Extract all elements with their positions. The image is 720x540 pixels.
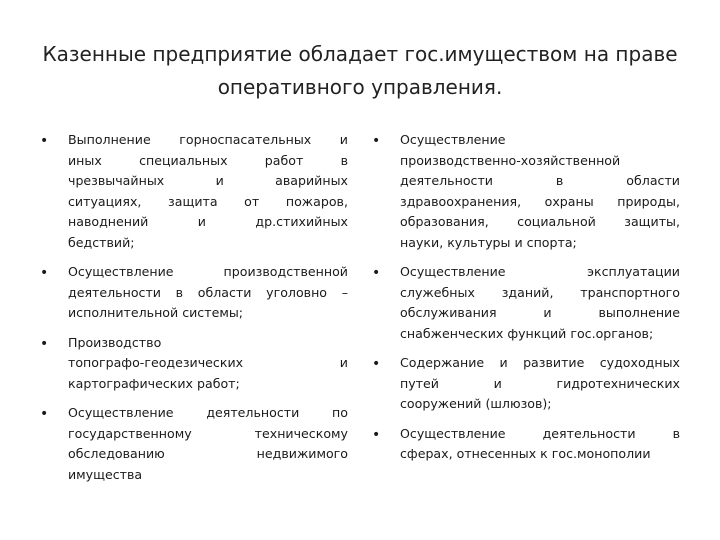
bullet-icon: • — [40, 265, 49, 281]
bullet-line: Осуществление деятельности по — [68, 405, 348, 420]
bullet-line: наводнений и др.стихийных — [68, 214, 348, 229]
bullet-line: Осуществление эксплуатации — [400, 264, 680, 279]
bullet-icon: • — [40, 335, 49, 352]
bullet-line: деятельности в области уголовно – — [68, 284, 348, 300]
right-column — [370, 130, 680, 474]
left-column — [38, 130, 348, 494]
bullet-line: сферах, отнесенных к гос.монополии — [400, 446, 651, 461]
bullet-line: Осуществление деятельности в — [400, 425, 680, 441]
bullet-line: исполнительной системы; — [68, 305, 244, 320]
bullet-item — [38, 130, 348, 253]
bullet-item — [370, 262, 680, 344]
bullet-line: Содержание и развитие судоходных — [400, 355, 680, 370]
bullet-line: здравоохранения, охраны природы, — [400, 193, 680, 209]
bullet-line: ситуациях, защита от пожаров, — [68, 193, 348, 209]
bullet-line: государственному техническому — [68, 425, 348, 441]
bullet-line: обследованию недвижимого — [68, 446, 348, 461]
bullet-item — [370, 353, 680, 415]
bullet-line: Производство — [68, 334, 162, 350]
bullet-line: картографических работ; — [68, 375, 240, 391]
bullet-line: обслуживания и выполнение — [400, 305, 680, 320]
bullet-item — [38, 403, 348, 485]
bullet-line: иных специальных работ в — [68, 152, 348, 168]
bullet-item — [370, 424, 680, 465]
bullet-line: образования, социальной защиты, — [400, 214, 680, 229]
bullet-line: снабженческих функций гос.органов; — [400, 325, 654, 341]
bullet-line: бедствий; — [68, 234, 135, 250]
bullet-icon: • — [372, 133, 381, 149]
bullet-icon: • — [40, 133, 49, 149]
title-line-1: Казенные предприятие обладает гос.имуществом на праве — [42, 42, 678, 66]
title-line-2: оперативного управления. — [217, 75, 503, 99]
bullet-line: Выполнение горноспасательных и — [68, 132, 348, 147]
bullet-icon: • — [40, 406, 49, 422]
bullet-line: производственно-хозяйственной — [400, 152, 621, 168]
bullet-line: Осуществление производственной — [68, 264, 348, 279]
slide-title — [40, 38, 680, 104]
bullet-line: служебных зданий, транспортного — [400, 284, 680, 300]
bullet-item — [38, 262, 348, 324]
bullet-item — [370, 130, 680, 253]
bullet-icon: • — [372, 426, 381, 443]
bullet-line: сооружений (шлюзов); — [400, 396, 552, 411]
bullet-line: Осуществление — [400, 132, 506, 147]
bullet-line: чрезвычайных и аварийных — [68, 173, 348, 188]
bullet-line: путей и гидротехнических — [400, 375, 680, 391]
bullet-line: имущества — [68, 466, 143, 482]
bullet-line: деятельности в области — [400, 173, 680, 188]
bullet-item — [38, 333, 348, 395]
bullet-line: топографо-геодезических и — [68, 355, 348, 370]
bullet-line: науки, культуры и спорта; — [400, 234, 577, 250]
bullet-icon: • — [372, 356, 381, 372]
bullet-icon: • — [372, 265, 381, 281]
